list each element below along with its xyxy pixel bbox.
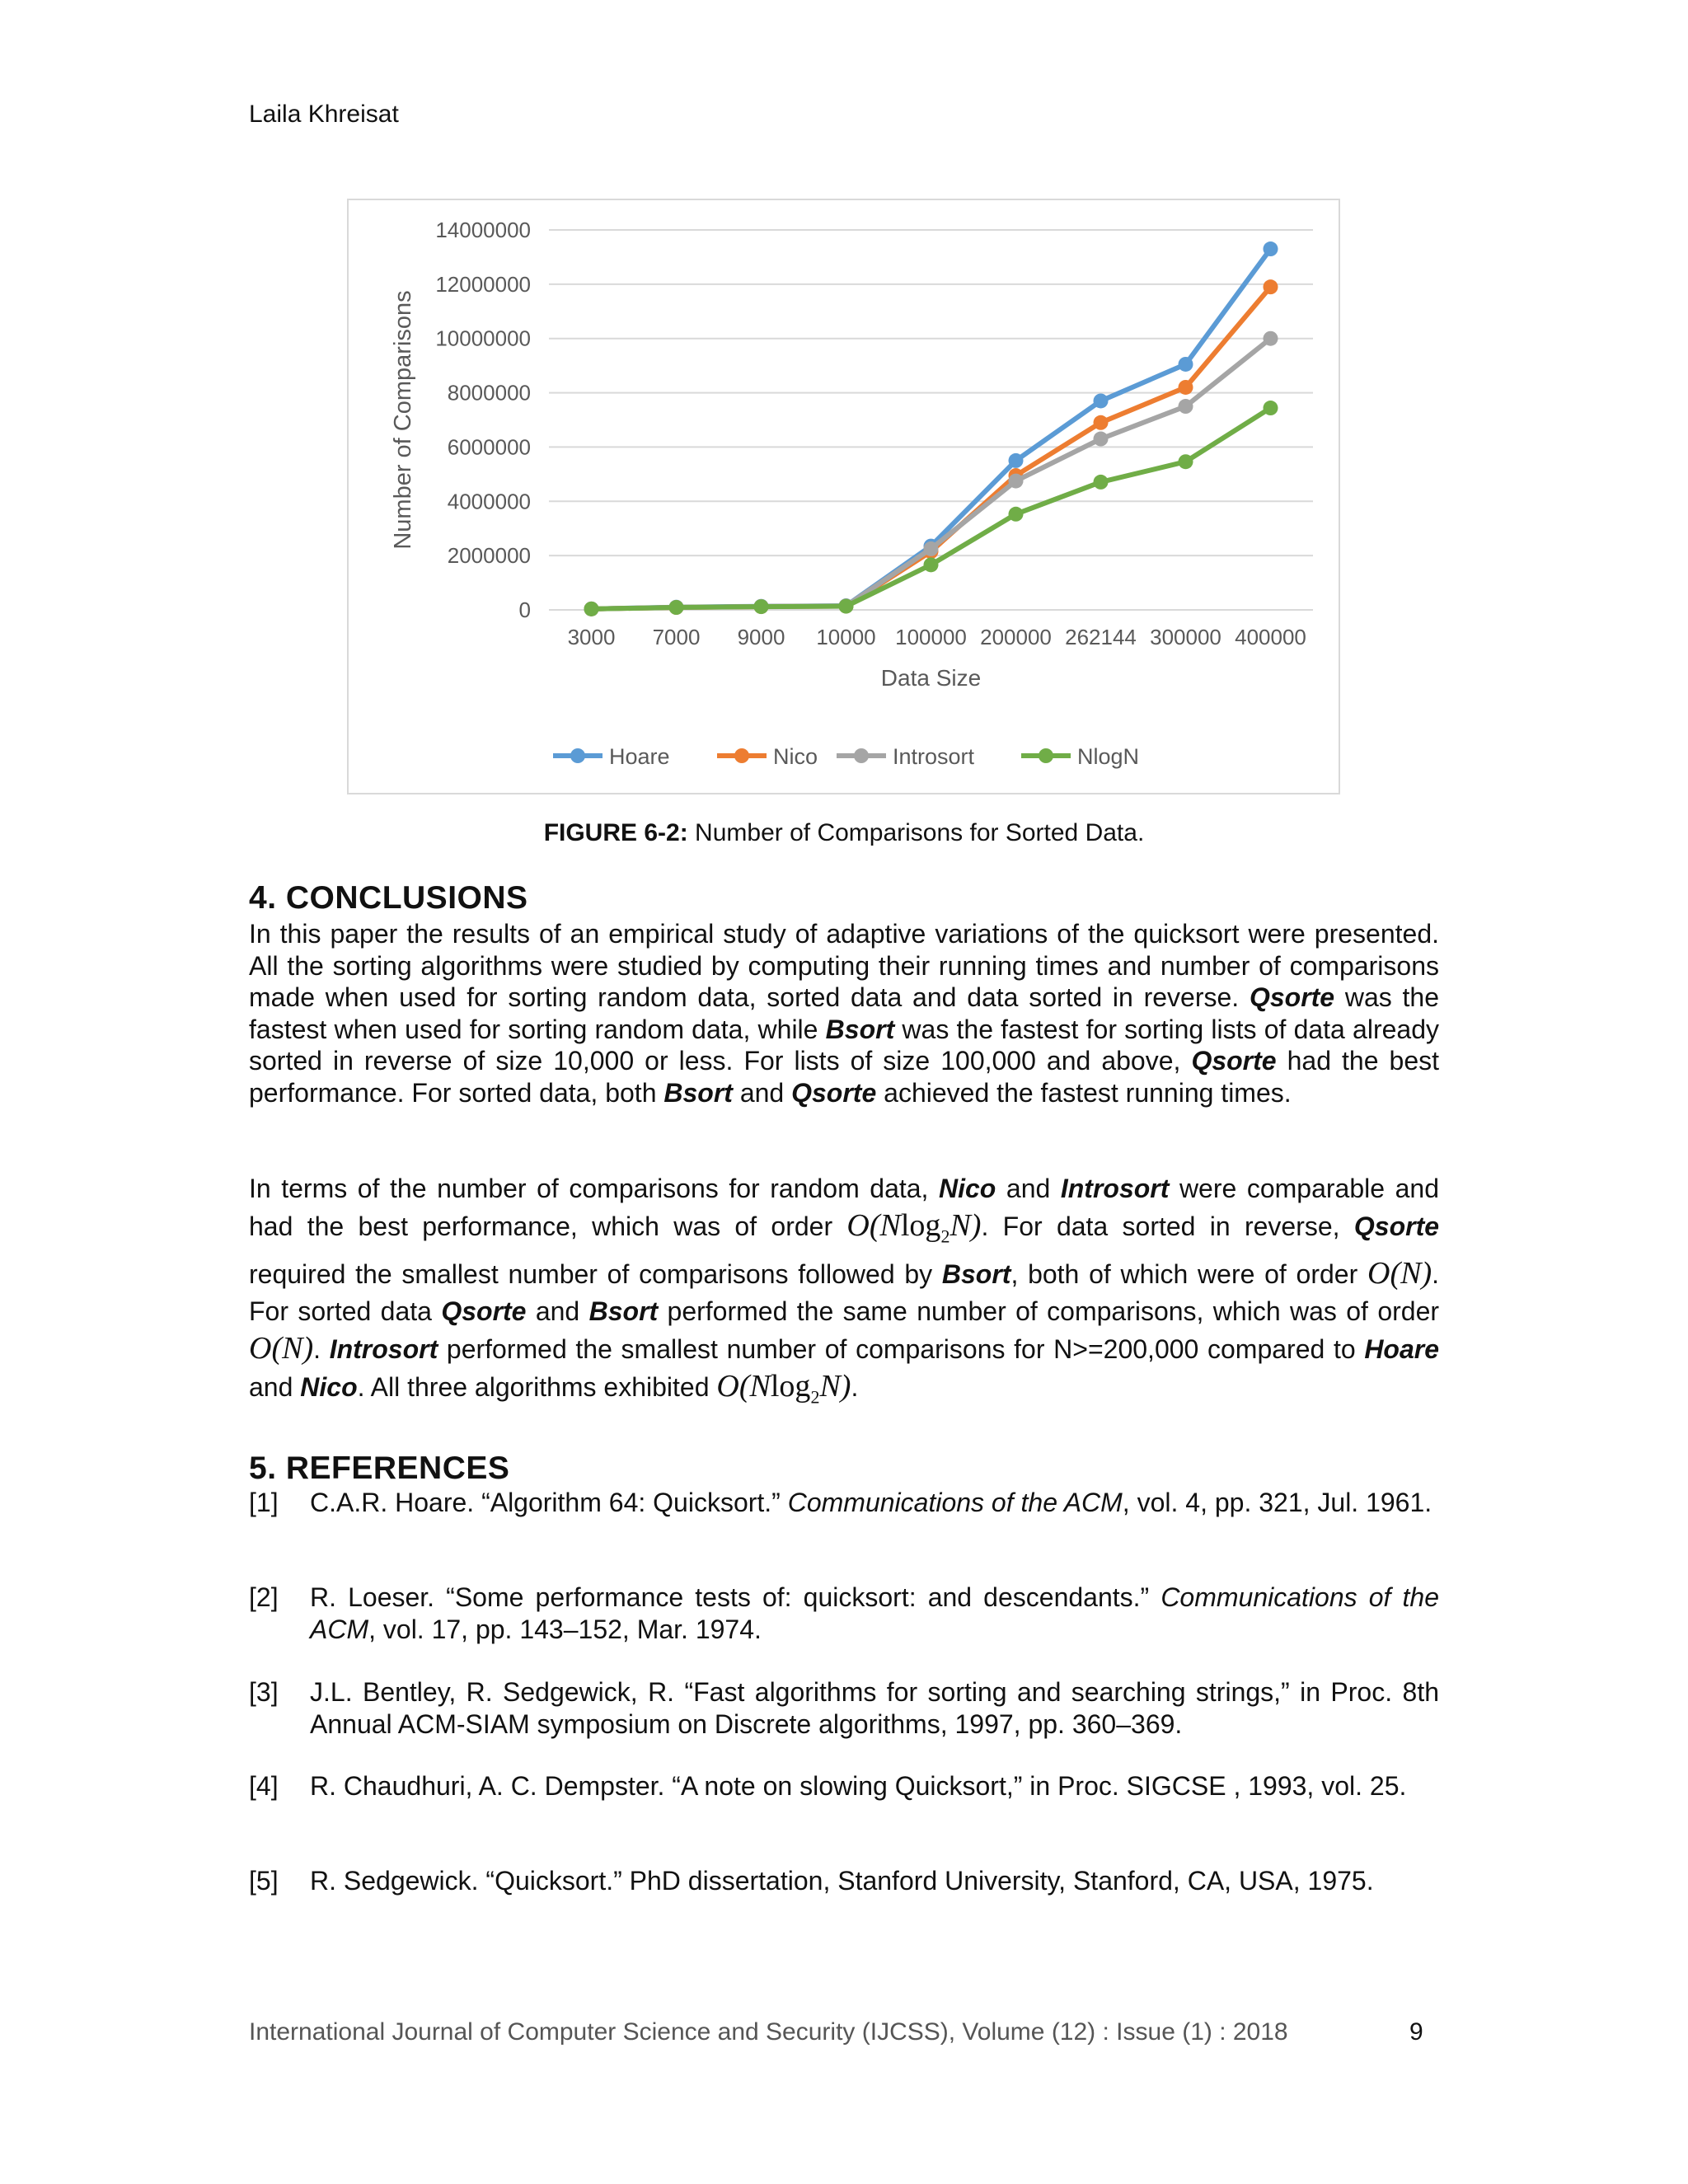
figure-caption — [0, 819, 1688, 847]
reference-text — [310, 1582, 1439, 1645]
text-run: required the smallest number of comparisons followed by — [249, 1258, 942, 1289]
data-point-nico — [1094, 415, 1109, 430]
data-point-nlogn — [754, 599, 769, 614]
text-run: and — [249, 1371, 301, 1402]
data-point-nlogn — [1094, 475, 1109, 490]
figure-chart — [347, 199, 1340, 794]
reference-number: [2] — [249, 1582, 279, 1612]
y-tick-label: 14000000 — [435, 218, 531, 242]
data-point-nico — [1264, 279, 1278, 294]
reference-number: [3] — [249, 1677, 279, 1707]
italic-text: Communications of the ACM — [787, 1488, 1123, 1517]
legend-label: Hoare — [609, 744, 670, 769]
y-tick-label: 4000000 — [447, 489, 531, 514]
emphasis-term: Bsort — [941, 1258, 1011, 1289]
legend-marker — [570, 748, 585, 763]
conclusions-paragraph-1 — [249, 918, 1439, 1108]
y-tick-label: 6000000 — [447, 434, 531, 460]
text-run: was the fastest when used for sorting random data, while — [249, 982, 1440, 1044]
x-tick-label: 262144 — [1065, 625, 1137, 649]
math-nlogn: O(Nlog$_2$N) — [716, 1368, 851, 1408]
data-point-nlogn — [1264, 401, 1278, 415]
text-run: and — [996, 1174, 1061, 1203]
text-run: , both of which were of order — [1010, 1258, 1367, 1289]
y-tick-label: 0 — [518, 598, 531, 622]
legend-marker — [1039, 748, 1053, 763]
text-run: In terms of the number of comparisons for random data, — [249, 1174, 939, 1203]
emphasis-term: Qsorte — [1353, 1212, 1440, 1241]
reference-item — [249, 1676, 1439, 1740]
data-point-nlogn — [1009, 507, 1024, 522]
references-heading: 5. REFERENCES — [249, 1451, 510, 1486]
x-tick-label: 100000 — [895, 625, 967, 649]
text-run: R. Sedgewick. “Quicksort.” PhD dissertation, Stanford University, Stanford, CA, USA, 1975. — [310, 1866, 1374, 1896]
data-point-hoare — [1264, 241, 1278, 256]
x-tick-label: 9000 — [737, 625, 785, 649]
data-point-introsort — [924, 541, 939, 556]
emphasis-term: Bsort — [825, 1014, 895, 1044]
emphasis-term: Qsorte — [791, 1077, 877, 1108]
reference-number: [5] — [249, 1866, 279, 1896]
line-chart — [349, 200, 1342, 796]
footer-journal: International Journal of Computer Science and Security (IJCSS), Volume (12) : Issue (1) : 2018 — [249, 2018, 1288, 2046]
text-run: R. Chaudhuri, A. C. Dempster. “A note on slowing Quicksort,” in Proc. SIGCSE , 1993, vol. 25. — [310, 1771, 1407, 1801]
text-run: and — [526, 1296, 589, 1326]
math-n: O(N) — [249, 1330, 314, 1366]
data-point-introsort — [1094, 432, 1109, 447]
data-point-nico — [1179, 380, 1193, 395]
text-run: , vol. 17, pp. 143–152, Mar. 1974. — [368, 1614, 762, 1644]
emphasis-term: Qsorte — [1191, 1046, 1277, 1076]
conclusions-paragraph-2 — [249, 1170, 1439, 1415]
x-tick-label: 300000 — [1150, 625, 1221, 649]
text-run: . For data sorted in reverse, — [981, 1212, 1354, 1241]
emphasis-term: Qsorte — [441, 1296, 527, 1326]
running-header-author: Laila Khreisat — [249, 101, 399, 128]
y-tick-label: 12000000 — [435, 271, 531, 297]
data-point-introsort — [1264, 331, 1278, 346]
text-run: C.A.R. Hoare. “Algorithm 64: Quicksort.” — [310, 1488, 788, 1517]
reference-item — [249, 1865, 1439, 1897]
text-run: . — [851, 1371, 859, 1402]
emphasis-term: Hoare — [1364, 1333, 1440, 1364]
emphasis-term: Bsort — [588, 1296, 659, 1326]
y-axis-label: Number of Comparisons — [390, 290, 416, 550]
x-tick-label: 10000 — [816, 625, 876, 649]
page-number: 9 — [1409, 2018, 1423, 2046]
text-run: performed the same number of comparisons, which was of order — [658, 1296, 1440, 1326]
text-run: achieved the fastest running times. — [876, 1077, 1292, 1108]
text-run: . — [313, 1333, 330, 1364]
data-point-introsort — [1179, 399, 1193, 414]
math-nlogn: O(Nlog$_2$N) — [846, 1208, 982, 1247]
data-point-nlogn — [1179, 454, 1193, 469]
x-tick-label: 200000 — [980, 625, 1052, 649]
reference-text — [310, 1676, 1439, 1740]
data-point-hoare — [1179, 357, 1193, 372]
text-run: In this paper the results of an empirical study of adaptive variations of the quicksort were presented. All the sorting algorithms were studied by computing their running times and number of comparisons made when used for sorting random data, sorted data and data sorted in reverse. — [249, 919, 1439, 1012]
emphasis-term: Introsort — [1060, 1174, 1170, 1203]
legend-marker — [854, 748, 869, 763]
y-tick-label: 2000000 — [447, 543, 531, 569]
emphasis-term: Nico — [939, 1174, 996, 1203]
text-run: and — [732, 1077, 792, 1108]
text-run: performed the smallest number of comparisons for N>=200,000 compared to — [438, 1333, 1365, 1364]
emphasis-term: Nico — [300, 1371, 358, 1402]
legend-label: Nico — [773, 744, 818, 769]
reference-text — [310, 1487, 1439, 1519]
reference-text — [310, 1770, 1439, 1802]
data-point-hoare — [1009, 453, 1024, 468]
reference-item — [249, 1582, 1439, 1645]
data-point-nlogn — [924, 557, 939, 572]
figure-caption-label: FIGURE 6-2: — [543, 819, 688, 846]
conclusions-heading: 4. CONCLUSIONS — [249, 880, 528, 916]
y-tick-label: 8000000 — [447, 380, 531, 405]
figure-caption-text: Number of Comparisons for Sorted Data. — [687, 819, 1145, 846]
text-run: . All three algorithms exhibited — [357, 1371, 717, 1402]
legend-label: Introsort — [893, 744, 975, 769]
x-tick-label: 3000 — [567, 625, 616, 649]
x-tick-label: 7000 — [652, 625, 701, 649]
y-tick-label: 10000000 — [435, 326, 531, 351]
text-run: . For sorted data — [249, 1258, 1440, 1326]
text-run: had the best performance. For sorted data, both — [249, 1046, 1440, 1108]
data-point-nlogn — [584, 602, 599, 616]
text-run: J.L. Bentley, R. Sedgewick, R. “Fast algorithms for sorting and searching strings,” in Proc. 8th Annual ACM-SIAM symposium on Discrete algorithms, 1997, pp. 360–369. — [310, 1677, 1439, 1739]
x-tick-label: 400000 — [1235, 625, 1306, 649]
math-n: O(N) — [1367, 1255, 1432, 1291]
text-run: was the fastest for sorting lists of data already sorted in reverse of size 10,000 or less. For lists of size 100,000 and above, — [249, 1014, 1440, 1076]
series-line-nlogn — [592, 408, 1271, 609]
data-point-nlogn — [839, 599, 854, 614]
emphasis-term: Introsort — [329, 1333, 438, 1364]
emphasis-term: Qsorte — [1249, 982, 1335, 1012]
reference-number: [4] — [249, 1771, 279, 1801]
reference-text — [310, 1865, 1439, 1897]
text-run: R. Loeser. “Some performance tests of: quicksort: and descendants.” — [310, 1582, 1161, 1612]
data-point-hoare — [1094, 393, 1109, 408]
legend-label: NlogN — [1077, 744, 1140, 769]
text-run: , vol. 4, pp. 321, Jul. 1961. — [1122, 1488, 1432, 1517]
text-run: were comparable and had the best performance, which was of order — [249, 1174, 1440, 1241]
reference-item — [249, 1770, 1439, 1802]
data-point-introsort — [1009, 474, 1024, 489]
reference-item — [249, 1487, 1439, 1519]
x-axis-label: Data Size — [880, 665, 982, 691]
legend-marker — [734, 748, 749, 763]
data-point-nlogn — [669, 600, 684, 615]
emphasis-term: Bsort — [663, 1077, 733, 1108]
italic-text: Communications of the ACM — [310, 1582, 1440, 1644]
reference-number: [1] — [249, 1488, 279, 1517]
